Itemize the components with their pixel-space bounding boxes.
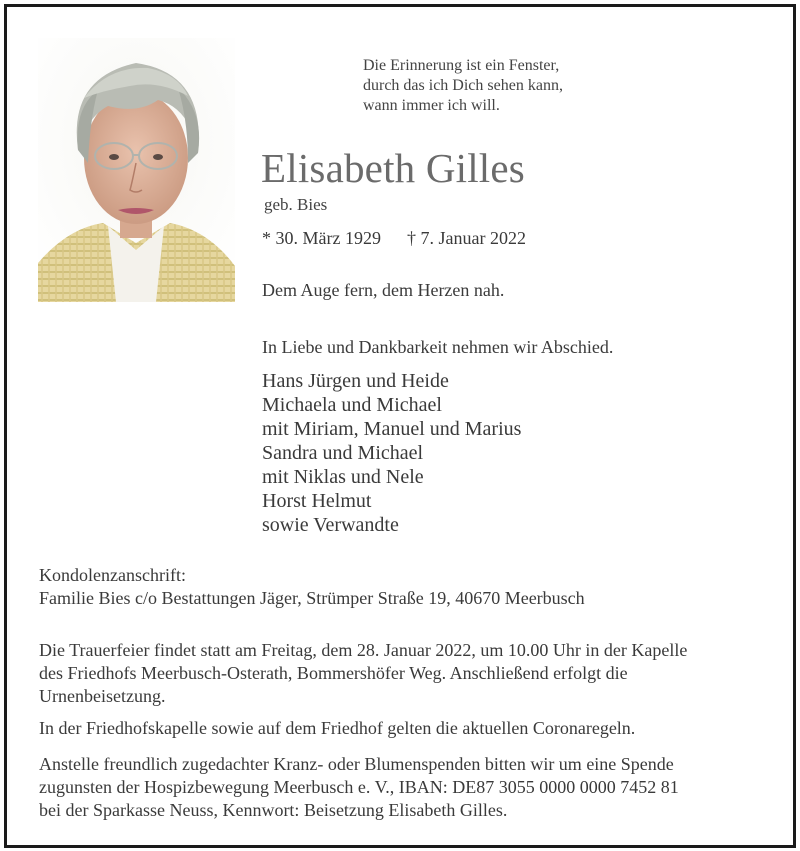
mourners-list	[262, 369, 521, 537]
donation-line: zugunsten der Hospizbewegung Meerbusch e. V., IBAN: DE87 3055 0000 0000 7452 81	[39, 777, 679, 797]
condolence-label: Kondolenzanschrift:	[39, 565, 186, 585]
condolence-address	[39, 564, 585, 610]
mourner: sowie Verwandte	[262, 514, 399, 536]
maiden-name: geb. Bies	[264, 195, 328, 214]
mourner: Sandra und Michael	[262, 442, 424, 464]
deceased-name: Elisabeth Gilles	[261, 145, 525, 191]
ceremony-line: Urnenbeisetzung.	[39, 686, 166, 706]
ceremony-paragraph	[39, 639, 779, 708]
ceremony-line: Die Trauerfeier findet statt am Freitag, dem 28. Januar 2022, um 10.00 Uhr in der Kapelle	[39, 640, 688, 660]
poem-line: wann immer ich will.	[363, 97, 500, 114]
poem-line: Die Erinnerung ist ein Fenster,	[363, 57, 560, 74]
condolence-address-text: Familie Bies c/o Bestattungen Jäger, Strümper Straße 19, 40670 Meerbusch	[39, 588, 585, 608]
corona-line: In der Friedhofskapelle sowie auf dem Friedhof gelten die aktuellen Coronaregeln.	[39, 718, 636, 738]
farewell-line: In Liebe und Dankbarkeit nehmen wir Abschied.	[262, 337, 614, 357]
mourner: Horst Helmut	[262, 490, 372, 512]
obituary-frame	[4, 4, 796, 848]
death-date: † 7. Januar 2022	[406, 228, 526, 248]
ceremony-line: des Friedhofs Meerbusch-Osterath, Bommershöfer Weg. Anschließend erfolgt die	[39, 663, 628, 683]
poem-line: durch das ich Dich sehen kann,	[363, 77, 563, 94]
mourner: Hans Jürgen und Heide	[262, 370, 449, 392]
donation-line: bei der Sparkasse Neuss, Kennwort: Beisetzung Elisabeth Gilles.	[39, 800, 508, 820]
donation-line: Anstelle freundlich zugedachter Kranz- oder Blumenspenden bitten wir um eine Spende	[39, 754, 674, 774]
birth-date: * 30. März 1929	[262, 228, 381, 248]
memorial-poem	[363, 56, 563, 116]
donation-paragraph	[39, 753, 779, 822]
life-dates	[262, 226, 526, 250]
portrait-illustration	[38, 38, 235, 302]
motto: Dem Auge fern, dem Herzen nah.	[262, 280, 505, 300]
mourner: Michaela und Michael	[262, 394, 442, 416]
mourner: mit Niklas und Nele	[262, 466, 424, 488]
mourner: mit Miriam, Manuel und Marius	[262, 418, 522, 440]
corona-paragraph	[39, 717, 779, 740]
portrait-photo	[38, 38, 235, 302]
